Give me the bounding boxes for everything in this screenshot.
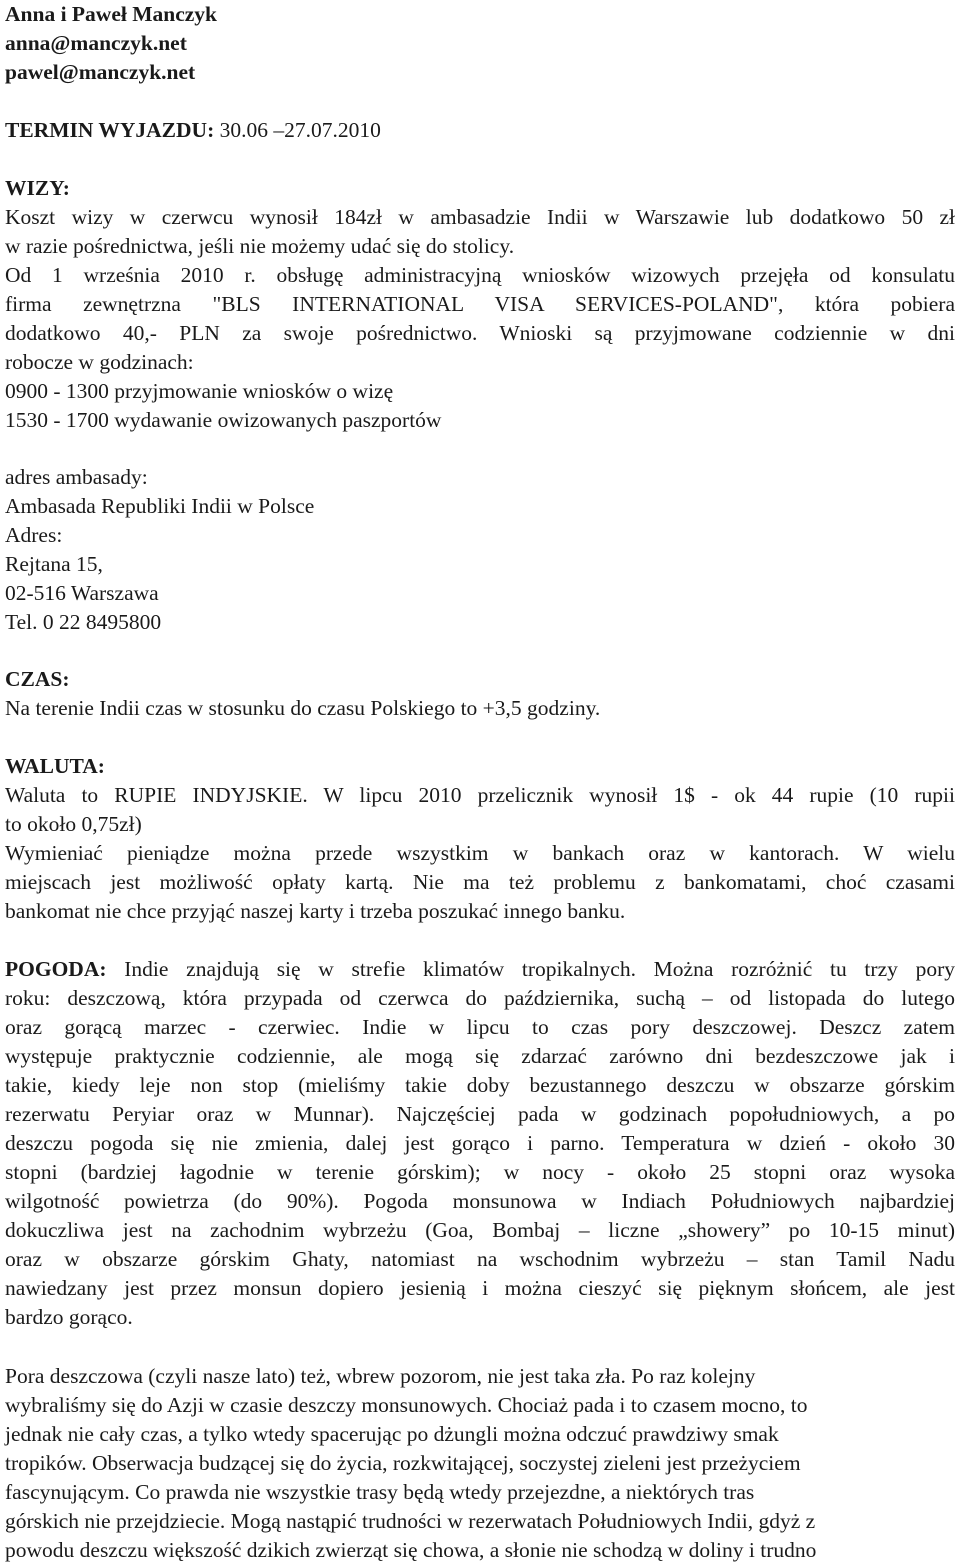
rainy-line: wybraliśmy się do Azji w czasie deszczy monsunowych. Chociaż pada i to czasem mocno, to [5, 1393, 808, 1417]
rainy-line: powodu deszczu większość dzikich zwierząt się chowa, a słonie nie schodzą w doliny i trudno [5, 1538, 817, 1562]
term-value: 30.06 –27.07.2010 [214, 118, 381, 142]
visa-line: dodatkowo 40,- PLN za swoje pośrednictwo. Wnioski są przyjmowane codziennie w dni [5, 321, 955, 345]
rainy-season-section [5, 1362, 955, 1565]
author-names: Anna i Paweł Manczyk [5, 2, 218, 26]
weather-line: oraz w obszarze górskim Ghaty, natomiast na wschodnim wybrzeżu – stan Tamil Nadu [5, 1247, 955, 1271]
weather-line: oraz gorącą marzec - czerwiec. Indie w lipcu to czas pory deszczowej. Deszcz zatem [5, 1015, 955, 1039]
weather-line: wilgotność powietrza (do 90%). Pogoda monsunowa w Indiach Południowych najbardziej [5, 1189, 955, 1213]
email-anna: anna@manczyk.net [5, 31, 187, 55]
time-text: Na terenie Indii czas w stosunku do czasu Polskiego to +3,5 godziny. [5, 696, 601, 720]
currency-line: to około 0,75zł) [5, 812, 142, 836]
rainy-line: górskich nie przejdziecie. Mogą nastąpić trudności w rezerwatach Południowych Indii, gdyż z [5, 1509, 816, 1533]
address-label: Adres: [5, 523, 63, 547]
weather-line: nawiedzany jest przez monsun dopiero jesienią i można cieszyć się pięknym słońcem, ale jest [5, 1276, 955, 1300]
weather-line: deszczu pogoda się nie zmienia, dalej jest gorąco i parno. Temperatura w dzień - około 30 [5, 1131, 955, 1155]
rainy-line: jednak nie cały czas, a tylko wtedy spacerując po dżungli można odczuć prawdziwy smak [5, 1422, 779, 1446]
visa-section [5, 174, 955, 435]
rainy-line: tropików. Obserwacja budzącej się do życia, rozkwitającej, soczystej zieleni jest przeżyciem [5, 1451, 801, 1475]
weather-line: rezerwatu Peryiar oraz w Munnar). Najczęściej pada w godzinach popołudniowych, a po [5, 1102, 955, 1126]
currency-line: miejscach jest możliwość opłaty kartą. Nie ma też problemu z bankomatami, choć czasami [5, 870, 955, 894]
embassy-name: Ambasada Republiki Indii w Polsce [5, 494, 315, 518]
currency-heading: WALUTA: [5, 754, 105, 778]
address-city: 02-516 Warszawa [5, 581, 159, 605]
term-label: TERMIN WYJAZDU: [5, 118, 215, 142]
weather-line: stopni (bardziej łagodnie w terenie górskim); w nocy - około 25 stopni oraz wysoka [5, 1160, 955, 1184]
visa-line: w razie pośrednictwa, jeśli nie możemy udać się do stolicy. [5, 234, 515, 258]
visa-heading: WIZY: [5, 176, 70, 200]
time-section [5, 665, 955, 723]
weather-line: bardzo gorąco. [5, 1305, 133, 1329]
header-block [5, 0, 955, 87]
visa-line: Od 1 września 2010 r. obsługę administracyjną wniosków wizowych przejęła od konsulatu [5, 263, 955, 287]
visa-hours-line: 1530 - 1700 wydawanie owizowanych paszportów [5, 408, 442, 432]
visa-hours-line: 0900 - 1300 przyjmowanie wniosków o wizę [5, 379, 394, 403]
travel-term [5, 116, 955, 145]
weather-section [5, 955, 955, 1332]
visa-line: robocze w godzinach: [5, 350, 194, 374]
time-heading: CZAS: [5, 667, 70, 691]
address-street: Rejtana 15, [5, 552, 103, 576]
currency-section [5, 752, 955, 926]
visa-line: firma zewnętrzna "BLS INTERNATIONAL VISA SERVICES-POLAND", która pobiera [5, 292, 955, 316]
embassy-phone: Tel. 0 22 8495800 [5, 610, 162, 634]
visa-line: Koszt wizy w czerwcu wynosił 184zł w ambasadzie Indii w Warszawie lub dodatkowo 50 zł [5, 205, 955, 229]
rainy-line: Pora deszczowa (czyli nasze lato) też, wbrew pozorom, nie jest taka zła. Po raz kolejny [5, 1364, 756, 1388]
currency-line: bankomat nie chce przyjąć naszej karty i trzeba poszukać innego banku. [5, 899, 626, 923]
currency-line: Waluta to RUPIE INDYJSKIE. W lipcu 2010 przelicznik wynosił 1$ - ok 44 rupie (10 rupii [5, 783, 955, 807]
weather-line: dokuczliwa jest na zachodnim wybrzeżu (Goa, Bombaj – liczne „showery” po 10-15 minut) [5, 1218, 955, 1242]
weather-first-line [5, 955, 955, 984]
embassy-section [5, 463, 955, 637]
currency-line: Wymieniać pieniądze można przede wszystkim w bankach oraz w kantorach. W wielu [5, 841, 955, 865]
rainy-line: fascynującym. Co prawda nie wszystkie trasy będą wtedy przejezdne, a niektórych tras [5, 1480, 755, 1504]
email-pawel: pawel@manczyk.net [5, 60, 196, 84]
weather-first-text: Indie znajdują się w strefie klimatów tropikalnych. Można rozróżnić tu trzy pory [106, 957, 955, 981]
weather-line: występuje praktycznie codziennie, ale mogą się zdarzać zarówno dni bezdeszczowe jak i [5, 1044, 955, 1068]
weather-line: takie, kiedy leje non stop (mieliśmy takie doby bezustannego deszczu w obszarze górskim [5, 1073, 955, 1097]
weather-heading: POGODA: [5, 957, 107, 981]
embassy-label: adres ambasady: [5, 465, 148, 489]
weather-line: roku: deszczową, która przypada od czerwca do października, suchą – od listopada do lutego [5, 986, 955, 1010]
